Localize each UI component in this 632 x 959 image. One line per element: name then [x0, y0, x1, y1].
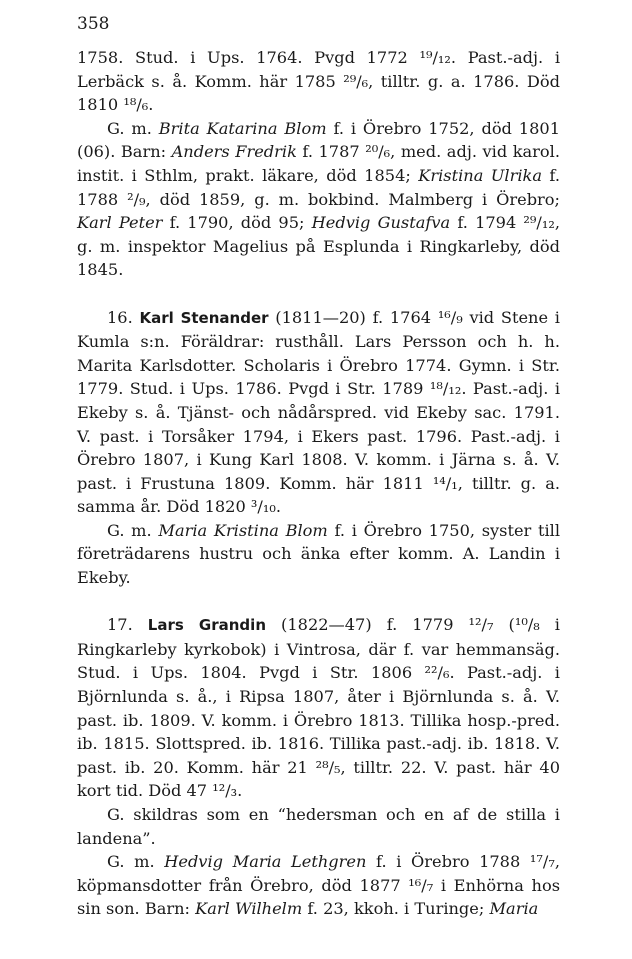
child-text: f. 1788 ²/₉, död 1859, g. m. bokbind. Malmberg i Örebro;: [77, 165, 560, 209]
entry-body: (1822—47) f. 1779 ¹²/₇ (¹⁰/₈ i Ringkarleby kyrkobok) i Vintrosa, där f. var hemmansäg. Stud. i Ups. 1804. Pvgd i Str. 1806 ²²/₆. Past.-adj. i Björnlunda s. å., i Ripsa 1807, åter i Björnlunda s. å. V. past. ib. 1809. V. komm. i Örebro 1813. Tillika hosp.-pred. ib. 1815. Slottspred. ib. 1816. Tillika past.-adj. ib. 1818. V. past. ib. 20. Komm. här 21 ²⁸/₅, tilltr. 22. V. past. här 40 kort tid. Död 47 ¹²/₃.: [77, 615, 560, 801]
child-name: Kristina Ulrika: [418, 165, 542, 185]
child-text: f. 1787 ²⁰/₆, med. adj. vid karol. instit. i Sthlm, prakt. läkare, död 1854;: [77, 142, 560, 185]
marriage-prefix: G. m.: [107, 118, 152, 138]
child-text: f. 23, kkoh. i Turinge;: [307, 899, 485, 919]
marriage-prefix: G. m.: [107, 852, 155, 872]
child-name: Maria: [489, 899, 539, 919]
child-text: f. 1794 ²⁹/₁₂, g. m. inspektor Magelius på Esplunda i Ringkarleby, död 1845.: [77, 213, 560, 280]
entry-17: [77, 613, 560, 803]
entry-16: [77, 306, 560, 519]
marriage-text: f. i Örebro 1752, död 1801 (06). Barn:: [77, 118, 560, 162]
wife-name: Maria Kristina Blom: [158, 520, 328, 540]
child-text: f. 1790, död 95;: [169, 213, 305, 233]
entry-name: Lars Grandin: [147, 616, 266, 635]
entry-name: Karl Stenander: [139, 308, 269, 327]
child-name: Anders Fredrik: [171, 142, 297, 162]
marriage-text: f. i Örebro 1788 ¹⁷/₇, köpmansdotter från Örebro, död 1877 ¹⁶/₇ i Enhörna hos sin son. Barn:: [77, 852, 560, 919]
entry-15-marriage: [77, 117, 560, 282]
entry-body: (1811—20) f. 1764 ¹⁶/₉ vid Stene i Kumla s:n. Föräldrar: rusthåll. Lars Persson och h. h. Marita Karlsdotter. Scholaris i Örebro 1774. Gymn. i Str. 1779. Stud. i Ups. 1786. Pvgd i Str. 1789 ¹⁸/₁₂. Past.-adj. i Ekeby s. å. Tjänst- och nådårspred. vid Ekeby sac. 1791. V. past. i Torsåker 1794, i Ekers past. 1796. Past.-adj. i Örebro 1807, i Kung Karl 1808. V. komm. i Järna s. å. V. past. i Frustuna 1809. Komm. här 1811 ¹⁴/₁, tilltr. g. a. samma år. Död 1820 ³/₁₀.: [77, 307, 560, 517]
child-name: Hedvig Gustafva: [311, 213, 451, 233]
wife-name: Hedvig Maria Lethgren: [164, 852, 367, 872]
child-name: Karl Peter: [77, 213, 163, 233]
marriage-prefix: G. m.: [107, 520, 152, 540]
entry-17-description: G. skildras som en “hedersman och en af de stilla i landena”.: [77, 805, 560, 848]
page-number: 358: [77, 14, 110, 34]
page-body: [77, 46, 560, 921]
entry-16-marriage: [77, 519, 560, 590]
entry-17-marriage: [77, 850, 560, 921]
child-name: Karl Wilhelm: [195, 899, 303, 919]
entry-number: 17.: [107, 615, 133, 635]
entry-number: 16.: [107, 307, 133, 327]
marriage-text: f. i Örebro 1750, syster till företrädarens hustru och änka efter komm. A. Landin i Ekeby.: [77, 520, 561, 588]
entry-15-continuation: 1758. Stud. i Ups. 1764. Pvgd 1772 ¹⁹/₁₂. Past.-adj. i Lerbäck s. å. Komm. här 1785 ²⁹/₆, tilltr. g. a. 1786. Död 1810 ¹⁸/₆.: [77, 48, 560, 115]
wife-name: Brita Katarina Blom: [158, 118, 327, 138]
